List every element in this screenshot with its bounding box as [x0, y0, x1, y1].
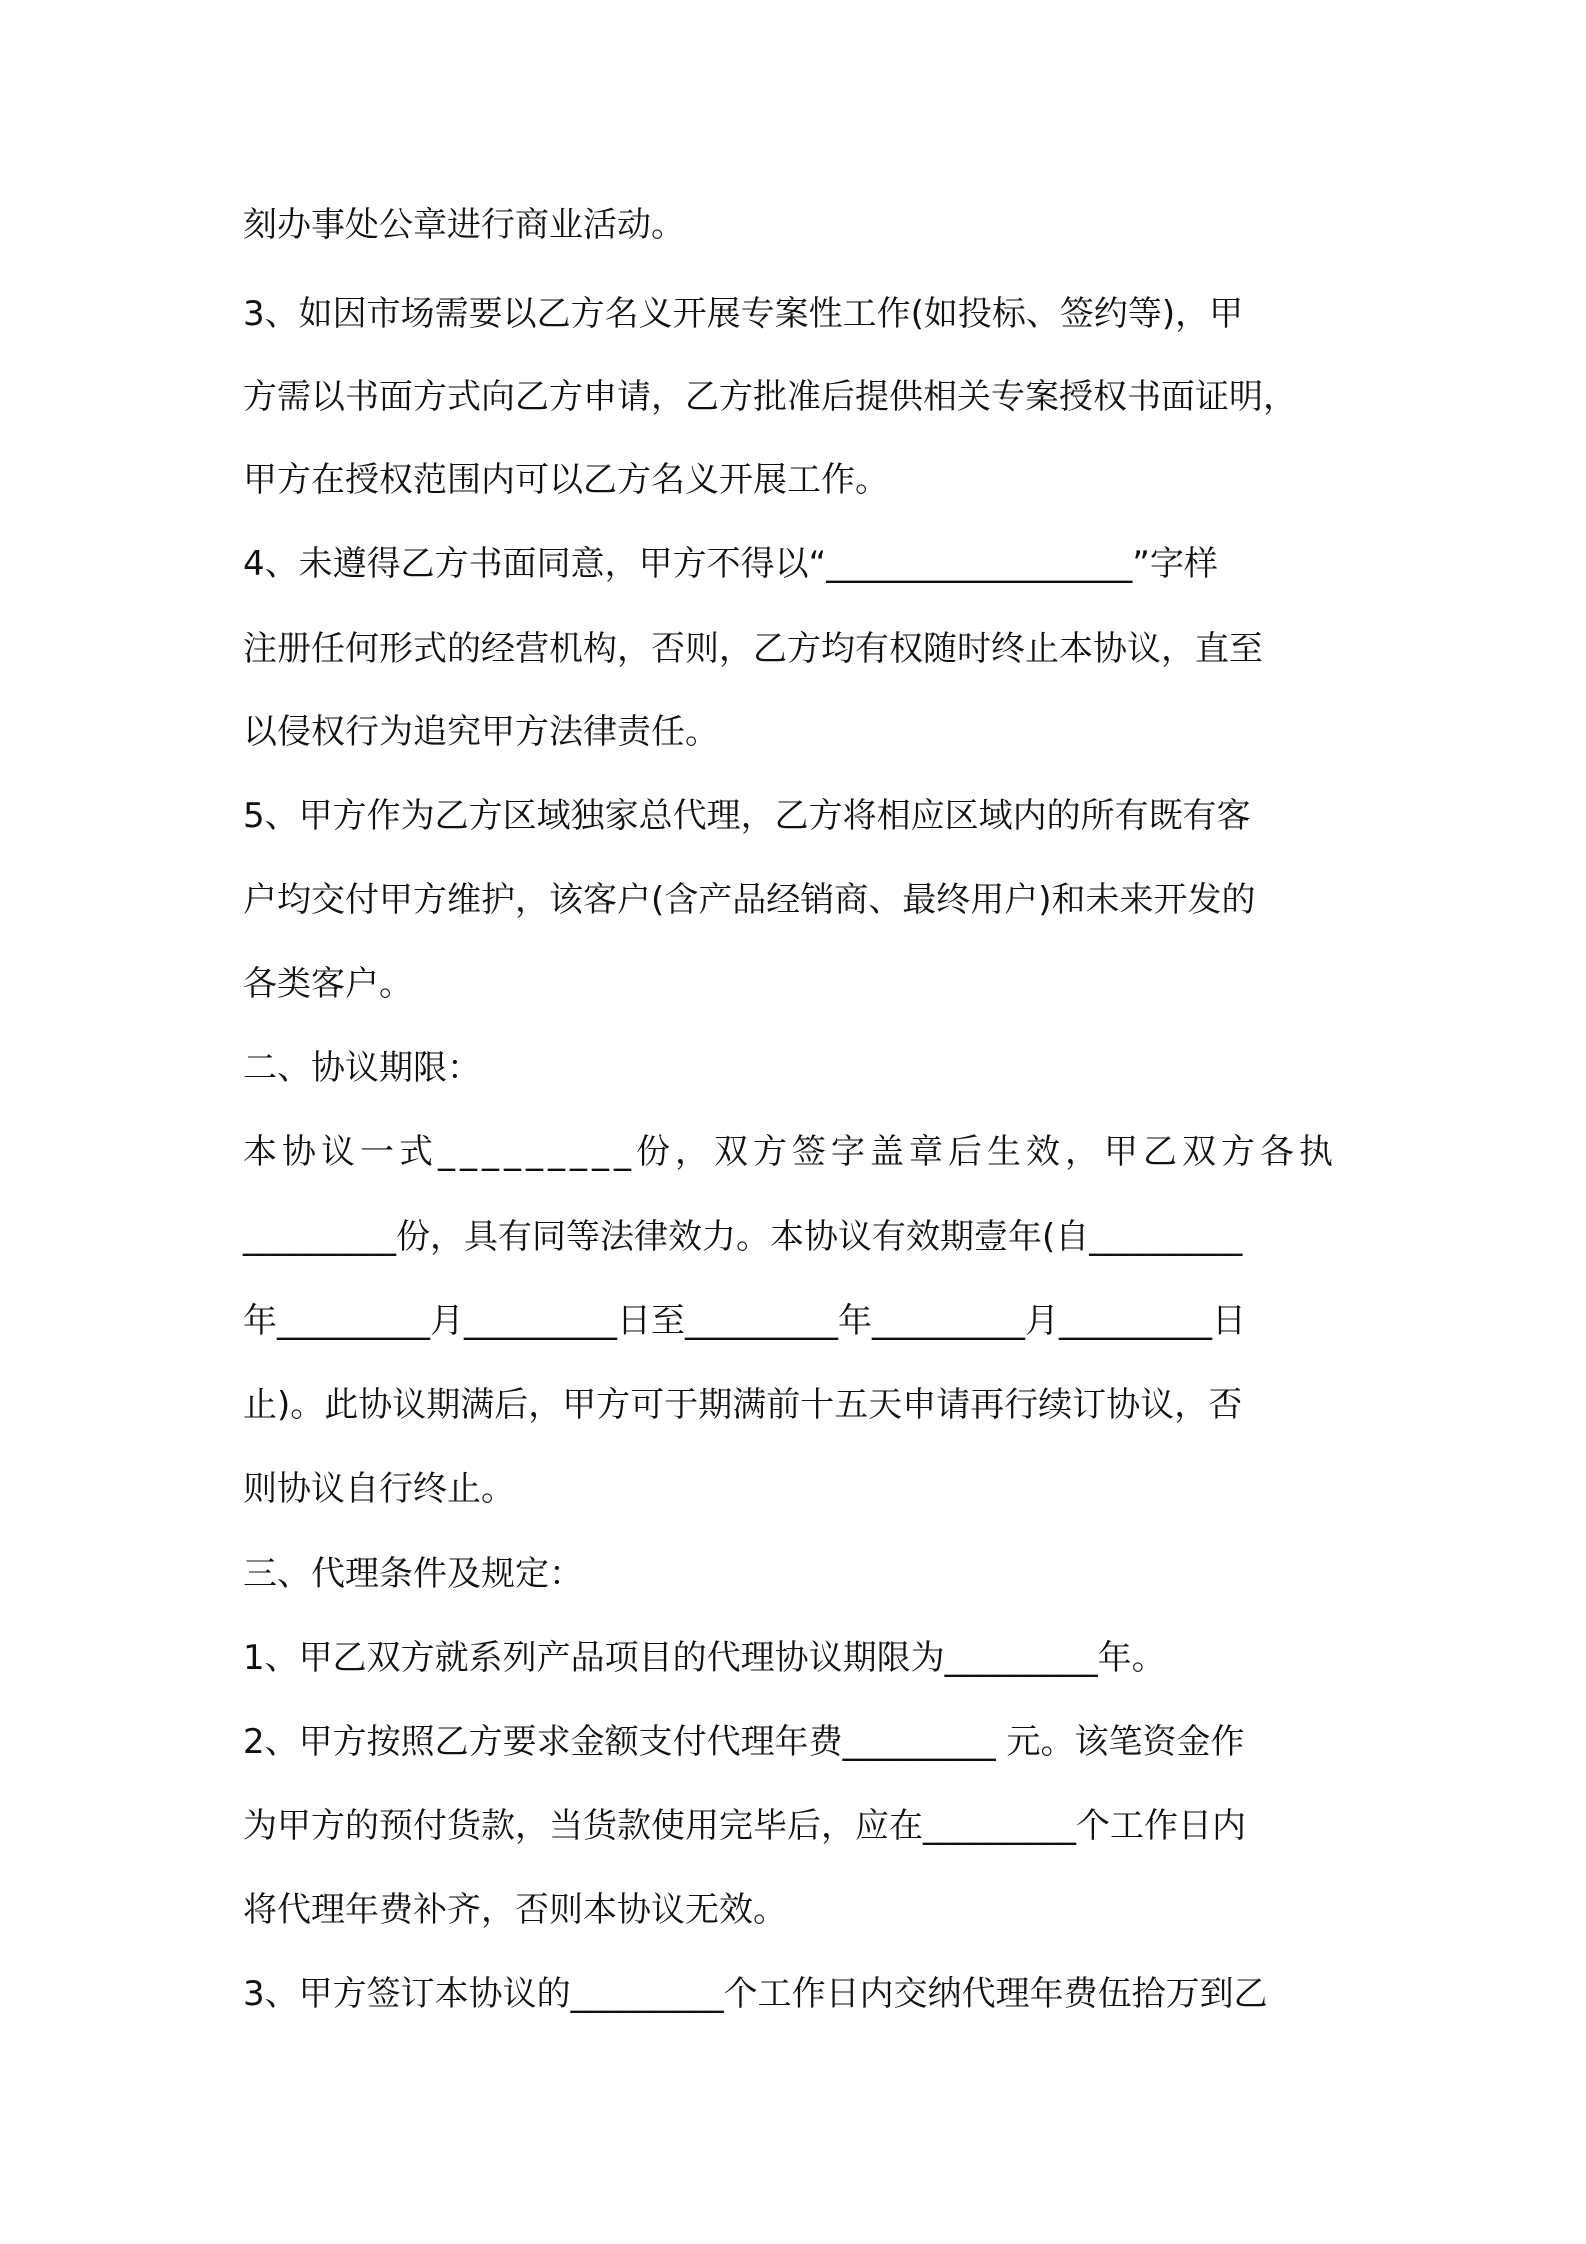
text-line-19: 2、甲方按照乙方要求金额支付代理年费_________ 元。该笔资金作 [243, 1722, 1245, 1762]
text-line-22: 3、甲方签订本协议的_________个工作日内交纳代理年费伍拾万到乙 [243, 1974, 1268, 2014]
section-heading-conditions: 三、代理条件及规定： [243, 1554, 583, 1594]
text-line-2: 3、如因市场需要以乙方名义开展专案性工作(如投标、签约等)，甲 [243, 294, 1244, 334]
text-line-10: 各类客户。 [243, 964, 413, 1004]
text-line-9: 户均交付甲方维护，该客户(含产品经销商、最终用户)和未来开发的 [243, 880, 1256, 920]
section-heading-term: 二、协议期限： [243, 1048, 481, 1088]
text-line-7: 以侵权行为追究甲方法律责任。 [243, 712, 719, 752]
text-line-20: 为甲方的预付货款，当货款使用完毕后，应在_________个工作日内 [243, 1806, 1246, 1846]
text-line-14: 年_________月_________日至_________年_________月_________日 [243, 1301, 1246, 1341]
text-line-5: 4、未遵得乙方书面同意，甲方不得以“__________________”字样 [243, 544, 1218, 584]
text-line-1: 刻办事处公章进行商业活动。 [243, 205, 685, 245]
text-line-15: 止)。此协议期满后，甲方可于期满前十五天申请再行续订协议，否 [243, 1385, 1243, 1425]
text-line-4: 甲方在授权范围内可以乙方名义开展工作。 [243, 460, 889, 500]
text-line-12: 本协议一式_________份，双方签字盖章后生效，甲乙双方各执 [243, 1132, 1338, 1172]
text-line-8: 5、甲方作为乙方区域独家总代理，乙方将相应区域内的所有既有客 [243, 796, 1251, 836]
text-line-18: 1、甲乙双方就系列产品项目的代理协议期限为_________年。 [243, 1638, 1166, 1678]
text-line-6: 注册任何形式的经营机构，否则，乙方均有权随时终止本协议，直至 [243, 629, 1263, 669]
text-line-3: 方需以书面方式向乙方申请，乙方批准后提供相关专案授权书面证明， [243, 377, 1297, 417]
text-line-16: 则协议自行终止。 [243, 1469, 515, 1509]
text-line-21: 将代理年费补齐，否则本协议无效。 [243, 1890, 787, 1930]
text-line-13: _________份，具有同等法律效力。本协议有效期壹年(自_________ [243, 1217, 1243, 1257]
